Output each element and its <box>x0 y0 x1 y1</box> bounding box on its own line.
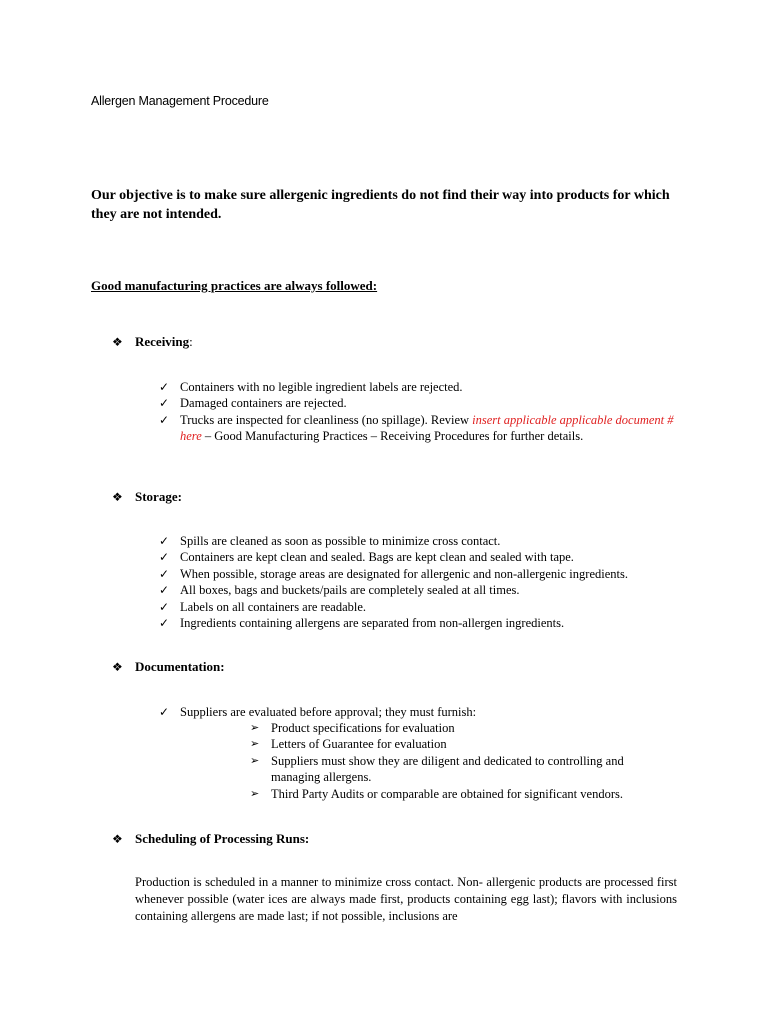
gmp-heading: Good manufacturing practices are always followed: <box>91 278 378 293</box>
check-icon: ✓ <box>159 396 170 411</box>
storage-heading: Storage: <box>135 489 182 504</box>
arrow-bullet-icon: ➢ <box>250 787 260 800</box>
list-item <box>159 704 680 720</box>
receiving-label: Receiving <box>135 334 190 349</box>
list-item-text: Suppliers are evaluated before approval; they must furnish: <box>180 705 477 719</box>
trucks-text: Trucks are inspected for cleanliness (no spillage). Review <box>180 412 473 427</box>
arrow-bullet-icon: ➢ <box>250 722 260 734</box>
sublist-item <box>250 736 671 752</box>
check-icon: ✓ <box>159 583 170 598</box>
sublist-item <box>250 753 671 786</box>
documentation-list <box>159 704 680 720</box>
sublist-item-text: Letters of Guarantee for evaluation <box>271 737 447 752</box>
sublist-item-text: Suppliers must show they are diligent and dedicated to controlling and managing allergens. <box>271 753 624 785</box>
sublist-item <box>250 786 671 802</box>
documentation-heading: Documentation: <box>135 659 225 674</box>
receiving-list <box>159 379 680 445</box>
check-icon: ✓ <box>159 705 170 719</box>
list-item <box>159 599 680 615</box>
list-item-text: Ingredients containing allergens are separated from non-allergen ingredients. <box>180 616 565 631</box>
check-icon: ✓ <box>159 550 170 565</box>
list-item-text: All boxes, bags and buckets/pails are completely sealed at all times. <box>180 583 520 598</box>
arrow-bullet-icon: ➢ <box>250 754 260 767</box>
receiving-colon: : <box>189 334 193 349</box>
sublist-item <box>250 720 671 736</box>
scheduling-paragraph: Production is scheduled in a manner to minimize cross contact. Non- allergenic products are processed first whenever possible (water ices are always made first, products containing egg last); flavors with inclusions containing allergens are made last; if not possible, inclusions are <box>135 875 677 923</box>
list-item <box>159 549 680 565</box>
diamond-bullet-icon: ❖ <box>112 335 123 349</box>
check-icon: ✓ <box>159 616 170 631</box>
diamond-bullet-icon: ❖ <box>112 660 123 674</box>
list-item <box>159 533 680 549</box>
check-icon: ✓ <box>159 599 170 614</box>
arrow-bullet-icon: ➢ <box>250 738 260 751</box>
diamond-bullet-icon: ❖ <box>112 490 123 504</box>
document-title: Allergen Management Procedure <box>91 94 269 108</box>
check-icon: ✓ <box>159 412 170 427</box>
check-icon: ✓ <box>159 380 170 394</box>
trucks-text-end: – Good Manufacturing Practices – Receiving Procedures for further details. <box>201 429 584 444</box>
list-item-text: Damaged containers are rejected. <box>180 396 347 411</box>
diamond-bullet-icon: ❖ <box>112 832 123 846</box>
list-item-text: Spills are cleaned as soon as possible to minimize cross contact. <box>180 534 501 548</box>
list-item <box>159 395 680 411</box>
scheduling-heading: Scheduling of Processing Runs: <box>135 831 310 846</box>
documentation-sublist <box>250 720 671 802</box>
list-item-text: Containers are kept clean and sealed. Bags are kept clean and sealed with tape. <box>180 550 574 565</box>
list-item <box>159 379 680 395</box>
storage-list <box>159 533 680 631</box>
list-item-text: Containers with no legible ingredient labels are rejected. <box>180 380 463 394</box>
list-item-text: When possible, storage areas are designated for allergenic and non-allergenic ingredients. <box>180 566 628 581</box>
insert-document-placeholder: insert applicable applicable document # here <box>180 412 674 444</box>
list-item <box>159 566 680 582</box>
sublist-item-text: Product specifications for evaluation <box>271 721 455 735</box>
list-item <box>159 412 680 445</box>
list-item <box>159 582 680 598</box>
objective-statement: Our objective is to make sure allergenic ingredients do not find their way into products for which they are not intended. <box>91 188 670 222</box>
check-icon: ✓ <box>159 534 170 548</box>
list-item-text: Labels on all containers are readable. <box>180 599 367 614</box>
receiving-heading <box>135 334 193 350</box>
check-icon: ✓ <box>159 566 170 581</box>
sublist-item-text: Third Party Audits or comparable are obtained for significant vendors. <box>271 786 623 801</box>
list-item <box>159 615 680 631</box>
